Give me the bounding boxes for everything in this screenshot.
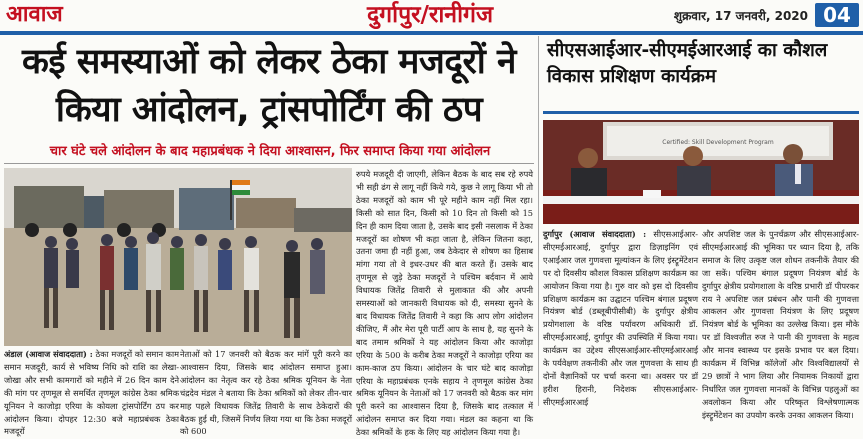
header-rule — [0, 31, 863, 35]
article-column-mid: नेताओं को 17 जनवरी को बैठक कर मांगें पूरी करने का आश्वासन दिया, जिसके बाद आंदोलन समाप्त हुआ। आंदोलन का नेतृत्व कर रहे ठेका श्रमिक यूनियन के नेता चंद्रदेव मंडल ने बताया कि ठेका श्रमिकों को लेकर तीन-चार माह पहले विधायक जितेंद्र तिवारी के साथ ठेकेदारों की बैठक हुई थी, जिसमें निर्णय लिया गया था कि ठेका मजदूरों को 600 — [180, 349, 352, 437]
subhead-rule — [4, 163, 534, 164]
seminar-photo-illustration — [543, 120, 859, 224]
right-col1-text: सीएसआईआर-सीएमईआरआई, दुर्गापुर द्वारा डिज़ाइनिंग एवं एआईआर जल गुणवत्ता मूल्यांकन के लिए इंस्ट्रूमेंटेशन पर दो दिवसीय कौशल विकास प्रशिक्षण कार्यक्रम का आयोजन किया गया है। गुरु वार को इस दो दिवसीय प्रशिक्षण कार्यक्रम का उद्घाटन पश्चिम बंगाल प्रदूषण नियंत्रण बोर्ड (डब्लूबीपीसीबी) के दुर्गापुर क्षेत्रीय प्रयोगशाला के वरिष्ठ पर्यावरण अधिकारी डॉ. सीएमईआरआई, दुर्गापुर की उपस्थिति में किया गया। कार्यक्रम का उद्देश्य सीएसआईआर-सीएमईआरआई के पर्यवेक्षण तकनीकी और जल गुणवत्ता के साथ ही दोनों वैज्ञानिकों पर चर्चा करना था। अवसर पर डॉ हरीश हिरानी, निदेशक सीएसआईआर-सीएमईआरआई — [543, 229, 699, 407]
protest-photo-illustration — [4, 168, 352, 346]
dateline: अंडाल (आवाज संवाददाता) : — [4, 349, 93, 359]
banner-text: Certified: Skill Development Program — [662, 139, 774, 146]
section-title: आवाज — [6, 2, 63, 27]
main-headline: कई समस्याओं को लेकर ठेका मजदूरों ने किया आंदोलन, ट्रांसपोर्टिंग की ठप — [22, 42, 516, 130]
page-number: 04 — [815, 3, 859, 27]
article-column-right: रुपये मजदूरी दी जाएगी, लेकिन बैठक के बाद सब रहे रुपये भी सही ढंग से लागू नहीं किये गये, कुछ ने लागू किया भी तो ठेका मजदूरों को काम भी पूरे महीने काम नहीं मिल रहा। किसी को सात दिन, किसी को 10 दिन तो किसी को 15 दिन ही काम दिया जाता है, उसके बाद इसी नसलाक में ठेका मजदूरों का शोषण भी कहा जाता है, लेकिन जितना कहा, उतना जमा ही नहीं हुआ, जब ठेकेदार से शोषण का हिसाब मांगा गया तो वे इधर-उधर की बात करते हैं। उसके बाद तृणमूल से जुड़े ठेका मजदूरों ने पश्चिम बर्दवान में आये विधायक जितेंद्र तिवारी से मुलाकात की और अपनी समस्याओं को जानकारी विधायक को दी, समस्या सुनने के बाद विधायक जितेंद्र तिवारी ने कहा कि आप लोग आंदोलन कीजिए, मैं और मेरा पूरी पार्टी आप के साथ है, यह सुनने के बाद तमाम श्रमिकों ने यह आंदोलन किया और काजोड़ा एरिया के 500 के करीब ठेका मजदूरों ने काजोड़ा एरिया का काम-काज ठप किया। आंदोलन के चार घंटे बाद काजोड़ा एरिया के महाप्रबंधक एनके सहाय ने तृणमूल कांग्रेस ठेका श्रमिक यूनियन के नेताओं को 17 जनवरी को बैठक कर मांग पूरी करने का आश्वासन दिया है, जिसके बाद तत्काल में आंदोलन समाप्त कर दिया गया। मंडल का कहना था कि ठेका श्रमिकों के हक के लिए यह आंदोलन किया गया है। — [356, 169, 533, 438]
right-headline: सीएसआईआर-सीएमईआरआई का कौशल विकास प्रशिक्षण कार्यक्रम — [547, 40, 828, 87]
right-dateline: दुर्गापुर (आवाज संवाददाता) : — [543, 229, 647, 239]
right-headline-rule — [543, 111, 859, 114]
protest-photo — [4, 168, 352, 346]
city-title: दुर्गापुर/रानीगंज — [366, 2, 494, 28]
main-subheadline: चार घंटे चले आंदोलन के बाद महाप्रबंधक ने दिया आश्वासन, फिर समाप्त किया गया आंदोलन — [49, 144, 491, 159]
right-article-column-2: और अपशिष्ट जल के पुनर्चक्रण और सीएसआईआर-सीएमईआरआई की भूमिका पर ध्यान दिया है, तकि समाज के लिए उत्कृष्ट जल शोधन तकनीकें तैयार की जा सकें। पश्चिम बंगाल प्रदूषण नियंत्रण बोर्ड के दुर्गापुर क्षेत्रीय प्रयोगशाला के वरिष्ठ प्रभारी डॉ पीपरकर राय ने अपशिष्ट जल प्रबंधन और पानी की गुणवत्ता आकलन और गुणवत्ता नियंत्रण के लिए प्रदूषण नियंत्रण बोर्ड के भूमिका का उल्लेख किया। इस मौके पर डॉ विश्वजीत रुज ने पानी की गुणवत्ता के महत्व और मानव स्वास्थ्य पर इसके प्रभाव पर बल दिया। कार्यक्रम में विभिन्न कॉलेजों और विश्वविद्यालयों से 29 छात्रों ने भाग लिया और नियामक निकायों द्वारा निर्धारित जल गुणवत्ता मानकों के विभिन्न पहलुओं का अवलोकन किया और परिष्कृत विश्लेषणात्मक इंस्ट्रूमेंटेशन का उपयोग करके उनका आकलन किया। — [702, 229, 859, 420]
article-lead-paragraph — [4, 348, 179, 437]
column-divider — [538, 36, 539, 406]
seminar-photo — [543, 120, 859, 224]
right-article-column-1 — [543, 228, 698, 406]
lead-text: ठेका मजदूरों को समान काम समान मजदूरी, कार्य से भविष्य निधि को राशि का लेखा-जोखा और सभी कामगारों को महीने में 26 दिन काम देने की मांग पर तृणमूल से समर्थित तृणमूल कांग्रेस ठेका श्रमिक यूनियन ने काजोड़ा एरिया के कोयला ट्रांसपोर्टिंग ठप कर आंदोलन किया। दोपहर 12:30 बजे महाप्रबंधक ठेका मजदूरों — [4, 349, 179, 437]
issue-date: शुक्रवार, 17 जनवरी, 2020 — [673, 9, 808, 23]
